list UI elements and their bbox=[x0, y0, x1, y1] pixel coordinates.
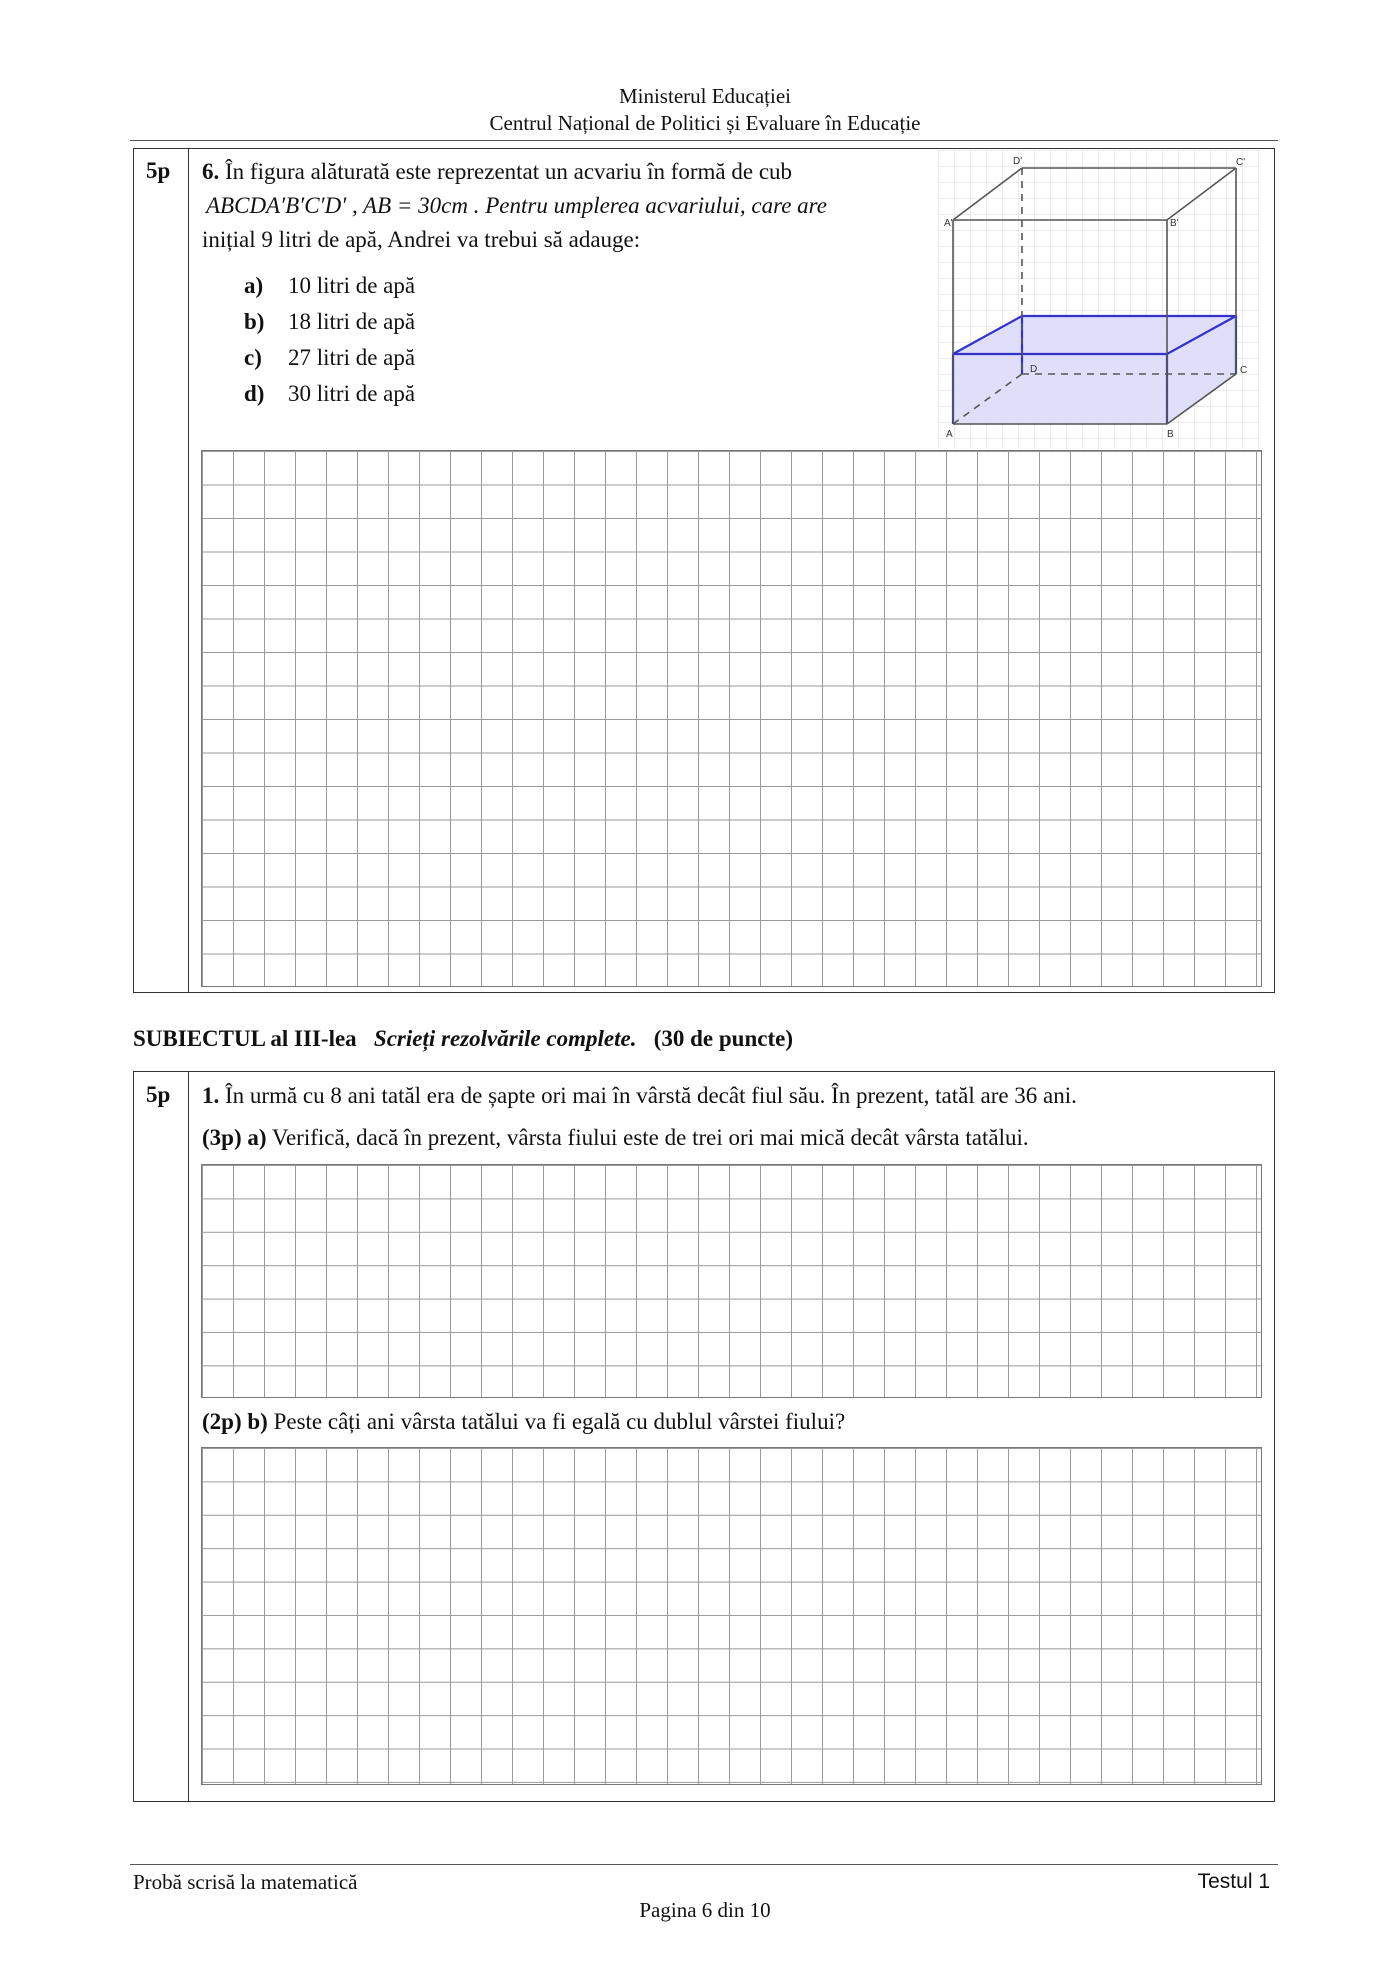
points-column-divider bbox=[188, 148, 189, 993]
q1-text: În urmă cu 8 ani tatăl era de șapte ori mai în vârstă decât fiul său. În prezent, tatăl are 36 ani. bbox=[225, 1083, 1077, 1108]
option-letter: d) bbox=[244, 381, 265, 406]
header-ministry: Ministerul Educației bbox=[618, 84, 792, 108]
option-letter: a) bbox=[244, 273, 264, 298]
label-a-prime: A' bbox=[944, 218, 953, 229]
label-b: B bbox=[1167, 429, 1174, 440]
points-column-divider-2 bbox=[188, 1071, 189, 1802]
q1-part-a bbox=[202, 1121, 1262, 1155]
q6-text-line1 bbox=[202, 155, 922, 189]
label-a: A bbox=[946, 429, 953, 440]
q1-a-points: (3p) bbox=[202, 1125, 242, 1150]
option-letter: b) bbox=[244, 309, 265, 334]
q6-text-line2: ABCDA′B′C′D′ , AB = 30cm . Pentru umplerea acvariului, care are bbox=[206, 193, 827, 218]
q6-option-c[interactable] bbox=[244, 340, 415, 376]
footer-rule bbox=[130, 1864, 1278, 1865]
q1-number: 1. bbox=[202, 1083, 220, 1108]
section-3-points: (30 de puncte) bbox=[653, 1026, 793, 1051]
q1-b-letter: b) bbox=[247, 1409, 268, 1434]
q1-points: 5p bbox=[146, 1082, 171, 1107]
q1-b-text: Peste câți ani vârsta tatălui va fi egală cu dublul vârstei fiului? bbox=[273, 1409, 846, 1434]
label-d: D bbox=[1030, 364, 1038, 375]
option-text: 30 litri de apă bbox=[288, 381, 416, 406]
q6-text-1: În figura alăturată este reprezentat un acvariu în formă de cub bbox=[225, 159, 793, 184]
q1a-answer-grid[interactable] bbox=[201, 1164, 1262, 1398]
q6-option-b[interactable] bbox=[244, 304, 415, 340]
option-text: 27 litri de apă bbox=[288, 345, 416, 370]
label-b-prime: B' bbox=[1170, 218, 1179, 229]
footer-left: Probă scrisă la matematică bbox=[133, 1870, 358, 1894]
header-center: Centrul Național de Politici și Evaluare în Educație bbox=[489, 111, 921, 135]
footer-page-number: Pagina 6 din 10 bbox=[639, 1898, 771, 1922]
aquarium-cube-figure bbox=[938, 150, 1260, 450]
label-d-prime: D' bbox=[1013, 156, 1023, 167]
footer-right: Testul 1 bbox=[1197, 1870, 1270, 1893]
q6-points: 5p bbox=[146, 158, 171, 183]
q6-answer-grid[interactable] bbox=[201, 450, 1262, 987]
q6-text-line3: inițial 9 litri de apă, Andrei va trebui să adauge: bbox=[202, 227, 641, 252]
option-text: 10 litri de apă bbox=[288, 273, 416, 298]
q6-option-d[interactable] bbox=[244, 376, 415, 412]
q1-part-b bbox=[202, 1405, 1262, 1439]
header-rule bbox=[130, 140, 1278, 141]
section-3-instruction: Scrieți rezolvările complete. bbox=[373, 1026, 637, 1051]
q1-a-letter: a) bbox=[247, 1125, 267, 1150]
q1-statement bbox=[202, 1079, 1262, 1113]
q6-number: 6. bbox=[202, 159, 220, 184]
section-3-title: SUBIECTUL al III-lea bbox=[133, 1026, 357, 1051]
section-3-heading bbox=[133, 1026, 793, 1052]
q6-option-a[interactable] bbox=[244, 268, 415, 304]
label-c: C bbox=[1240, 365, 1248, 376]
label-c-prime: C' bbox=[1236, 157, 1246, 168]
q1-a-text: Verifică, dacă în prezent, vârsta fiului este de trei ori mai mică decât vârsta tatălui. bbox=[271, 1125, 1029, 1150]
option-letter: c) bbox=[244, 345, 262, 370]
q1b-answer-grid[interactable] bbox=[201, 1447, 1262, 1785]
q1-b-points: (2p) bbox=[202, 1409, 242, 1434]
option-text: 18 litri de apă bbox=[288, 309, 416, 334]
